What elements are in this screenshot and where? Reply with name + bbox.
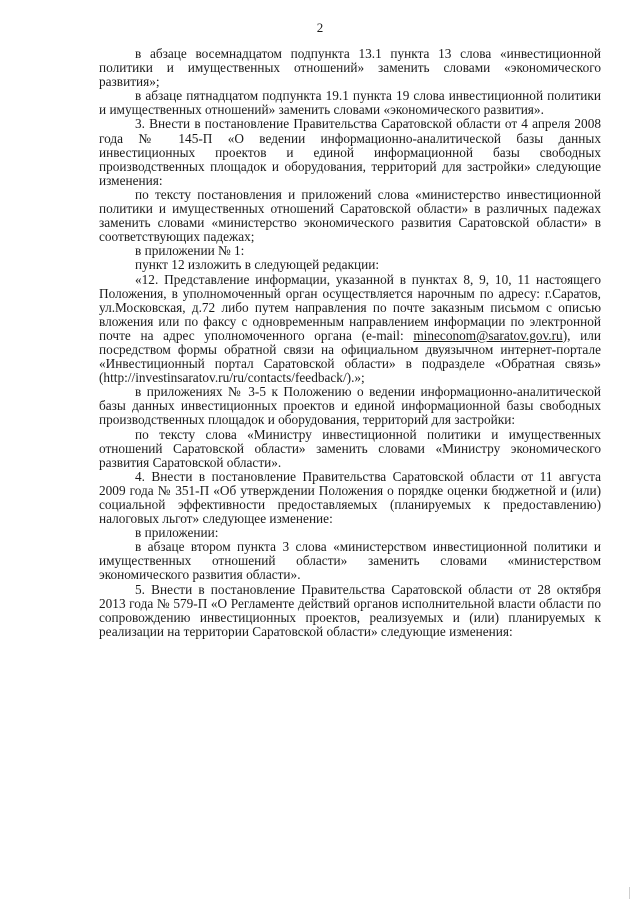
email-link[interactable]: mineconom@saratov.gov.ru — [413, 327, 563, 343]
paragraph: в абзаце восемнадцатом подпункта 13.1 пункта 13 слова «инвестиционной политики и имущественных отношений» заменить словами «экономического развития»; — [99, 46, 601, 90]
paragraph: 3. Внести в постановление Правительства Саратовской области от 4 апреля 2008 года № 145-П «О ведении информационно-аналитической базы данных инвестиционных проектов и единой информационной базы свободных производственных площадок и оборудования, территорий для застройки» следующие изменения: — [99, 116, 601, 188]
paragraph: по тексту постановления и приложений слова «министерство инвестиционной политики и имущественных отношений Саратовской области» в различных падежах заменить словами «министерство экономического развития Саратовской области» в соответствующих падежах; — [99, 186, 601, 245]
paragraph: 5. Внести в постановление Правительства Саратовской области от 28 октября 2013 года № 579-П «О Регламенте действий органов исполнительной власти области по сопровождению инвестиционных проектов, реализуемых и (или) планируемых к реализации на территории Саратовской области» следующие изменения: — [99, 581, 601, 639]
scan-artifact — [629, 887, 630, 899]
paragraph: по тексту слова «Министру инвестиционной политики и имущественных отношений Саратовской области» заменить словами «Министру экономического развития Саратовской области». — [99, 426, 601, 470]
paragraph-text: ), или посредством формы обратной связи на официальном двуязычном интернет-портале «Инвестиционный портал Саратовской области» в подразделе «Обратная связь» (http://investinsaratov.ru/ru/contacts/feedback/).»; — [99, 327, 601, 386]
document-body — [99, 47, 601, 639]
paragraph: пункт 12 изложить в следующей редакции: — [135, 257, 380, 273]
paragraph-text: «12. Представление информации, указанной в пунктах 8, 9, 10, 11 настоящего Положения, в уполномоченный орган осуществляется нарочным по адресу: г.Саратов, ул.Московская, д.72 либо путем направления по почте заказным письмом с описью вложения или по факсу с одновременным направлением информации по электронной почте на адрес уполномоченного органа (e-mail: — [99, 271, 601, 343]
paragraph: в абзаце втором пункта 3 слова «министерством инвестиционной политики и имущественных отношений области» заменить словами «министерством экономического развития области». — [99, 539, 601, 583]
page-number: 2 — [316, 20, 324, 35]
paragraph: в абзаце пятнадцатом подпункта 19.1 пункта 19 слова инвестиционной политики и имущественных отношений» заменить словами «экономического развития». — [99, 88, 601, 118]
paragraph-with-email — [99, 273, 601, 386]
paragraph: в приложениях № 3-5 к Положению о ведении информационно-аналитической базы данных инвестиционных проектов и единой информационной базы свободных производственных площадок и оборудования, территорий для застройки: — [99, 384, 601, 428]
paragraph: 4. Внести в постановление Правительства Саратовской области от 11 августа 2009 года № 351-П «Об утверждении Положения о порядке оценки бюджетной и (или) социальной эффективности предоставляемых (планируемых к предоставлению) налоговых льгот» следующее изменение: — [99, 468, 601, 527]
paragraph: в приложении № 1: — [135, 243, 245, 259]
paragraph: в приложении: — [135, 525, 219, 541]
